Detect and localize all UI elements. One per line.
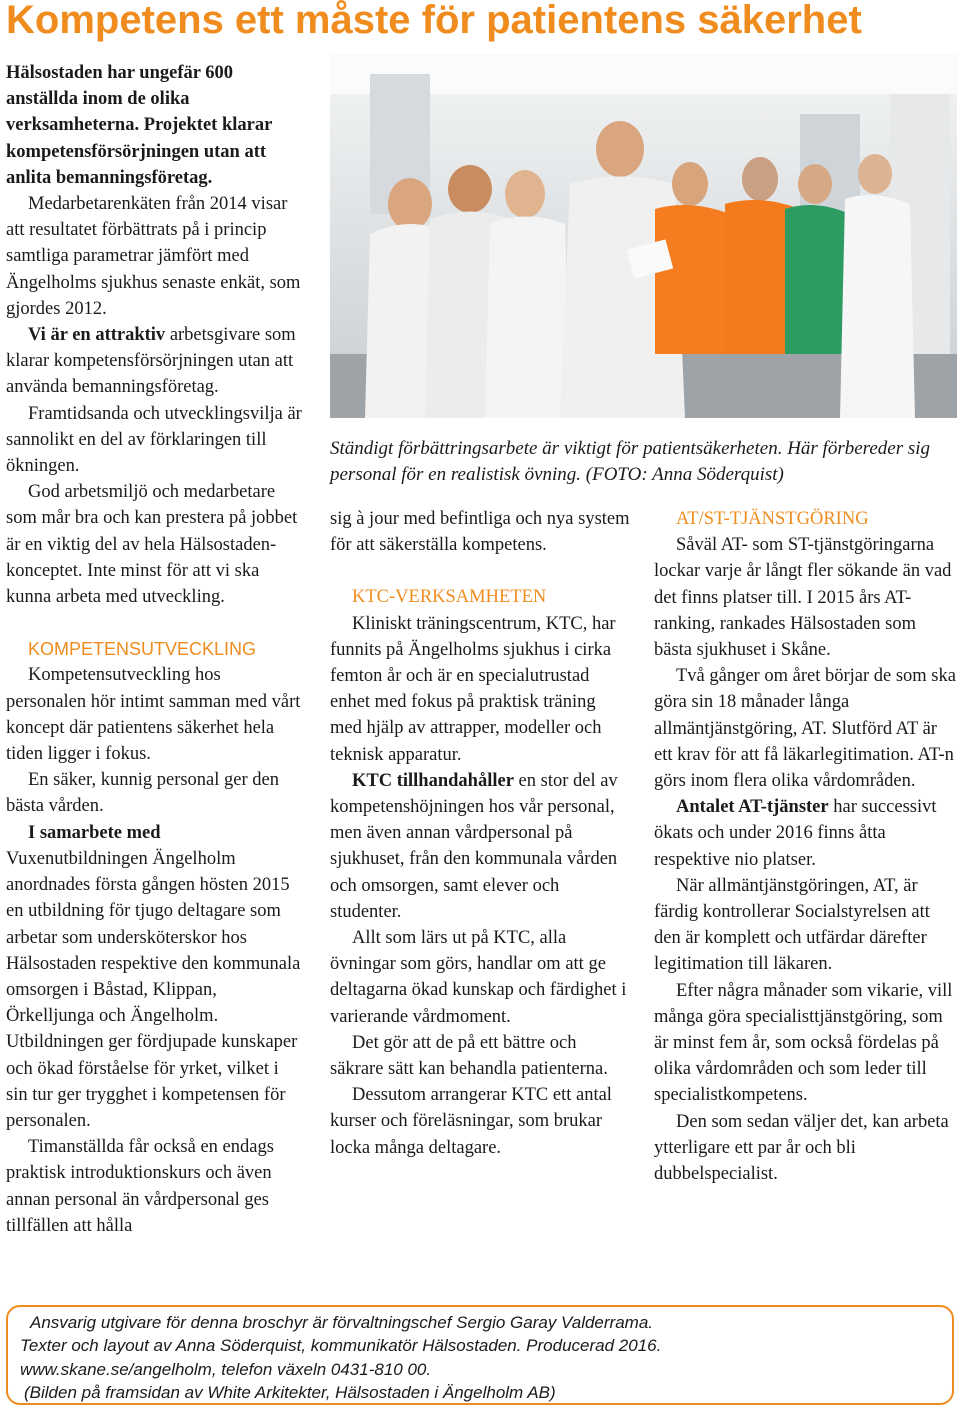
paragraph: Timanställda får också en endags praktisk introduktionskurs och även annan personal än vårdpersonal ges tillfällen att hålla bbox=[6, 1137, 274, 1236]
paragraph: Såväl AT- som ST-tjänstgöringarna lockar varje år långt fler sökande än vad det finns platser till. I 2015 års AT-ranking, rankades Hälsostaden som bästa sjukhuset i Skåne. bbox=[654, 535, 952, 661]
paragraph: Allt som lärs ut på KTC, alla övningar som görs, handlar om att ge deltagarna ökad kunskap och färdighet i varierande vårdmoment. bbox=[330, 928, 627, 1027]
lead-in: Vi är en attraktiv bbox=[28, 325, 166, 346]
paragraph: Dessutom arrangerar KTC ett antal kurser och föreläsningar, som brukar locka många deltagare. bbox=[330, 1085, 612, 1158]
paragraph: KTC tillhandahåller en stor del av kompetenshöjningen hos vår personal, men även annan vårdpersonal på sjukhuset, från den kommunala vården och omsorgen, samt elever och studenter. bbox=[330, 770, 618, 922]
column-2 bbox=[330, 506, 630, 1161]
contact-line: www.skane.se/angelholm, telefon växeln 0431-810 00. bbox=[20, 1359, 432, 1379]
section-heading-ktc: KTC-VERKSAMHETEN bbox=[352, 587, 547, 608]
lead-in: Antalet AT-tjänster bbox=[676, 797, 829, 818]
credits-line: Texter och layout av Anna Söderquist, kommunikatör Hälsostaden. Producerad 2016. bbox=[20, 1336, 662, 1356]
paragraph: Två gånger om året börjar de som ska göra sin 18 månader långa allmäntjänstgöring, AT. Slutförd AT är ett krav för att få läkarlegitimation. AT-n görs inom flera olika vårdområden. bbox=[654, 666, 956, 792]
section-heading-kompetensutveckling: KOMPETENSUTVECKLING bbox=[28, 639, 257, 660]
paragraph: God arbetsmiljö och medarbetare som mår bra och kan prestera på jobbet är en viktig del av hela Hälsostaden-konceptet. Inte minst för att vi ska kunna arbeta med utveckling. bbox=[6, 482, 298, 608]
paragraph: sig à jour med befintliga och nya system för att säkerställa kompetens. bbox=[330, 509, 630, 556]
paragraph: Efter några månader som vikarie, vill många göra specialisttjänstgöring, som är minst fem år, som också fördelas på olika vårdområden och som leder till specialistkompetens. bbox=[654, 980, 953, 1106]
lead-in: KTC tillhandahåller bbox=[352, 770, 514, 791]
photo-caption: Ständigt förbättringsarbete är viktigt för patientsäkerheten. Här förbereder sig personal för en realistisk övning. (FOTO: Anna Söderquist) bbox=[330, 438, 931, 485]
publisher-info-box bbox=[6, 1305, 954, 1405]
paragraph: Framtidsanda och utvecklingsvilja är sannolikt en del av förklaringen till ökningen. bbox=[6, 403, 302, 477]
column-1 bbox=[6, 60, 302, 1239]
photo-staff-training bbox=[330, 54, 957, 418]
paragraph: En säker, kunnig personal ger den bästa vården. bbox=[6, 770, 279, 817]
paragraph: Det gör att de på ett bättre och säkrare sätt kan behandla patienterna. bbox=[330, 1032, 608, 1080]
intro-text: Hälsostaden har ungefär 600 anställda inom de olika verksamheterna. Projektet klarar kompetensförsörjningen utan att anlita bemanningsföretag. bbox=[6, 63, 272, 188]
paragraph: I samarbete med Vuxenutbildningen Ängelholm anordnades första gången hösten 2015 en utbildning för tjugo deltagare som arbetar som undersköterskor hos Hälsostaden respektive den kommunala omsorgen i Båstad, Klippan, Örkelljunga och Ängelholm. Utbildningen ger fördjupade kunskaper och ökad förståelse för yrket, vilket i sin tur ger trygghet i kompetensen för personalen. bbox=[6, 822, 301, 1131]
paragraph: Medarbetarenkäten från 2014 visar att resultatet förbättrats på i princip samtliga parametrar jämfört med Ängelholms sjukhus senaste enkät, som gjordes 2012. bbox=[6, 194, 301, 319]
paragraph: Vi är en attraktiv arbetsgivare som klarar kompetensförsörjningen utan att använda bemanningsföretag. bbox=[6, 325, 296, 398]
page-title: Kompetens ett måste för patientens säkerhet bbox=[6, 0, 862, 42]
paragraph: Den som sedan väljer det, kan arbeta ytterligare ett par år och bli dubbelspecialist. bbox=[654, 1111, 949, 1185]
lead-in: I samarbete med bbox=[28, 822, 161, 843]
paragraph: Antalet AT-tjänster har successivt ökats och under 2016 finns åtta respektive nio platser. bbox=[654, 797, 937, 870]
paragraph: Kompetensutveckling hos personalen hör intimt samman med vårt koncept där patientens säkerhet hela tiden ligger i fokus. bbox=[6, 665, 301, 765]
cover-credit-line: (Bilden på framsidan av White Arkitekter, Hälsostaden i Ängelholm AB) bbox=[24, 1382, 556, 1402]
section-heading-at-st: AT/ST-TJÄNSTGÖRING bbox=[676, 509, 869, 529]
paragraph: Kliniskt träningscentrum, KTC, har funnits på Ängelholms sjukhus i cirka femton år och är en specialutrustad enhet med fokus på praktisk träning med hjälp av attrapper, modeller och teknisk apparatur. bbox=[330, 613, 616, 765]
column-3 bbox=[654, 506, 956, 1187]
paragraph: När allmäntjänstgöringen, AT, är färdig kontrollerar Socialstyrelsen att den är komplett och utfärdar därefter legitimation till läkaren. bbox=[654, 875, 930, 975]
publisher-line: Ansvarig utgivare för denna broschyr är förvaltningschef Sergio Garay Valderrama. bbox=[30, 1313, 654, 1332]
